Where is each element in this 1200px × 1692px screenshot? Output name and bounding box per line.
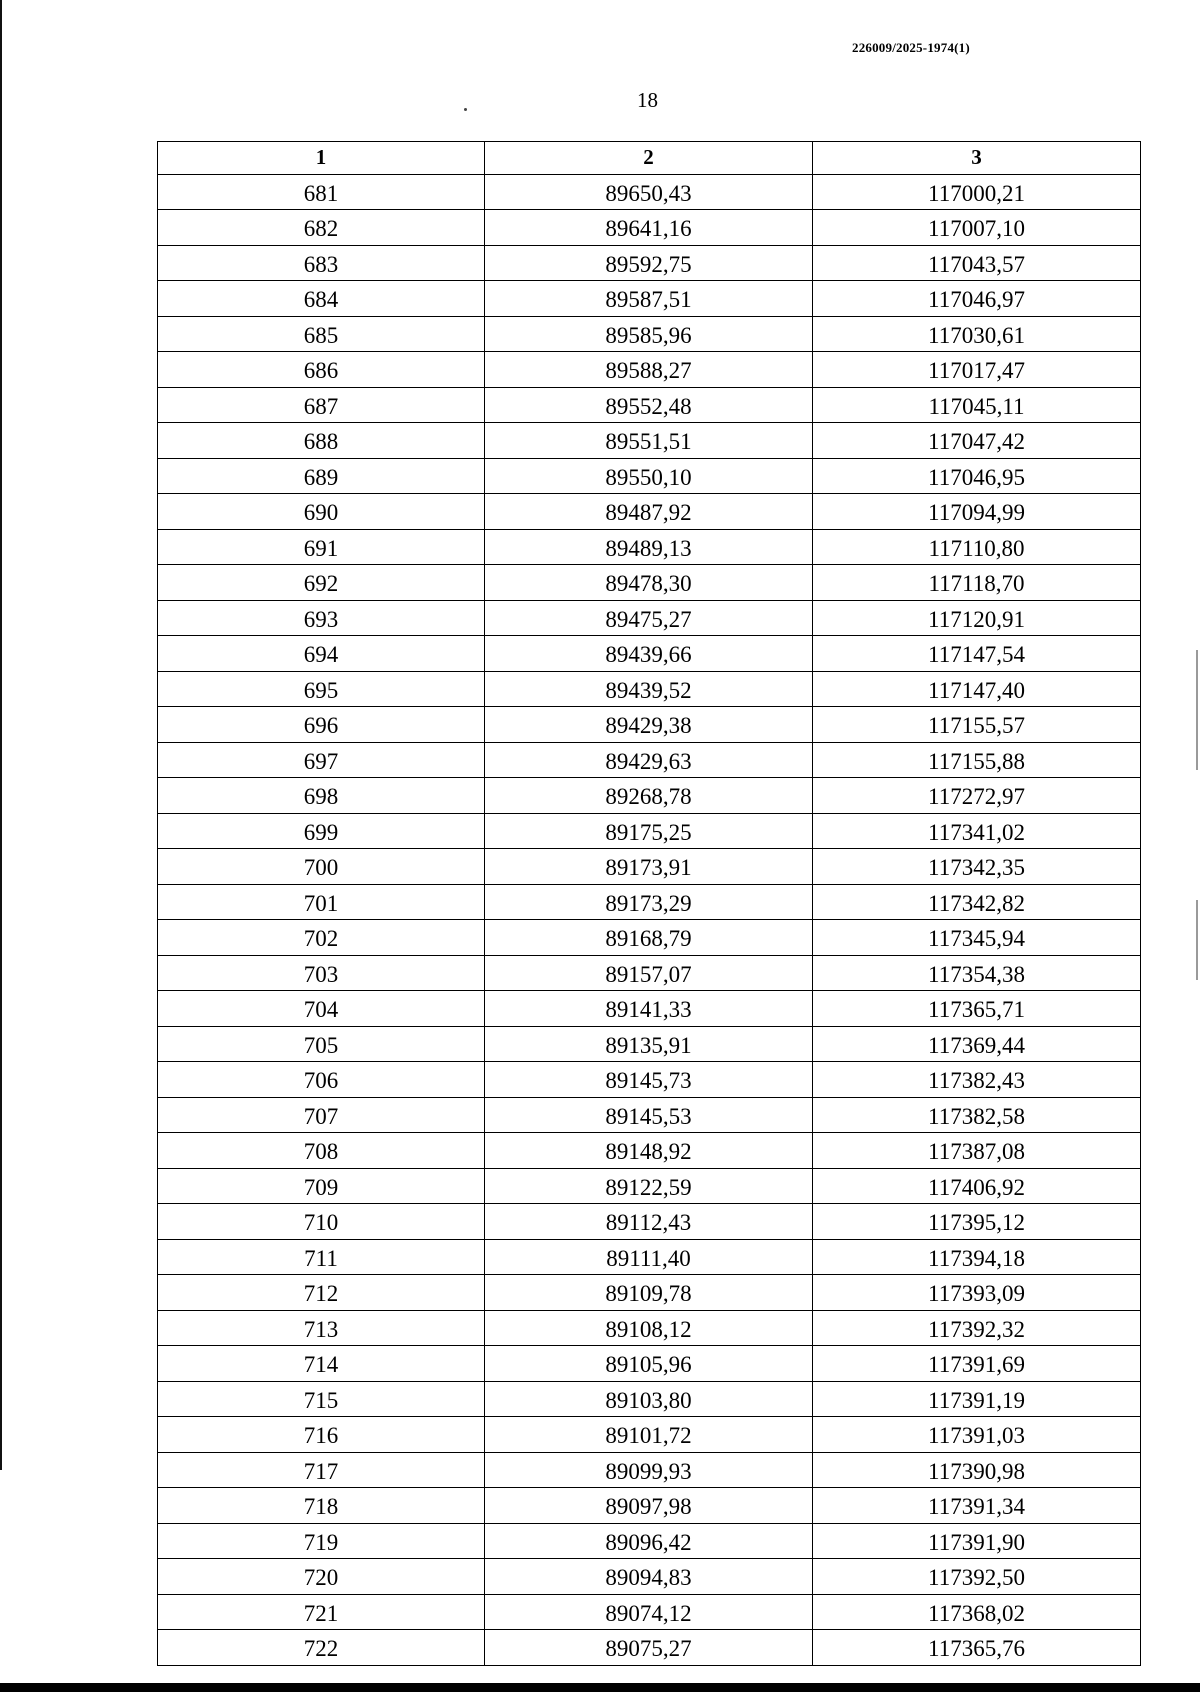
y-coordinate-cell: 117393,09 [813, 1275, 1141, 1311]
x-coordinate-cell: 89585,96 [485, 316, 813, 352]
table-row [158, 955, 1141, 991]
table-row [158, 352, 1141, 388]
table-row [158, 281, 1141, 317]
y-coordinate-cell: 117118,70 [813, 565, 1141, 601]
document-number: 226009/2025-1974(1) [852, 40, 970, 55]
point-number-cell: 694 [158, 636, 485, 672]
y-coordinate-cell: 117342,82 [813, 884, 1141, 920]
point-number-cell: 681 [158, 174, 485, 210]
point-number-cell: 702 [158, 920, 485, 956]
x-coordinate-cell: 89641,16 [485, 210, 813, 246]
y-coordinate-cell: 117147,54 [813, 636, 1141, 672]
y-coordinate-cell: 117155,57 [813, 707, 1141, 743]
x-coordinate-cell: 89439,66 [485, 636, 813, 672]
y-coordinate-cell: 117390,98 [813, 1452, 1141, 1488]
table-row [158, 458, 1141, 494]
scan-left-border [0, 0, 2, 1470]
y-coordinate-cell: 117046,97 [813, 281, 1141, 317]
x-coordinate-cell: 89173,91 [485, 849, 813, 885]
x-coordinate-cell: 89103,80 [485, 1381, 813, 1417]
point-number-cell: 709 [158, 1168, 485, 1204]
y-coordinate-cell: 117272,97 [813, 778, 1141, 814]
point-number-cell: 720 [158, 1559, 485, 1595]
table-row [158, 1204, 1141, 1240]
point-number-cell: 715 [158, 1381, 485, 1417]
table-body [158, 174, 1141, 1665]
table-row [158, 849, 1141, 885]
scan-mark [1196, 650, 1198, 770]
point-number-cell: 692 [158, 565, 485, 601]
y-coordinate-cell: 117030,61 [813, 316, 1141, 352]
y-coordinate-cell: 117382,58 [813, 1097, 1141, 1133]
point-number-cell: 688 [158, 423, 485, 459]
y-coordinate-cell: 117368,02 [813, 1594, 1141, 1630]
y-coordinate-cell: 117392,50 [813, 1559, 1141, 1595]
point-number-cell: 706 [158, 1062, 485, 1098]
table-row [158, 1630, 1141, 1666]
table-row [158, 1097, 1141, 1133]
table-row [158, 742, 1141, 778]
y-coordinate-cell: 117395,12 [813, 1204, 1141, 1240]
point-number-cell: 684 [158, 281, 485, 317]
y-coordinate-cell: 117391,34 [813, 1488, 1141, 1524]
scan-bottom-border [0, 1683, 1200, 1692]
y-coordinate-cell: 117392,32 [813, 1310, 1141, 1346]
y-coordinate-cell: 117017,47 [813, 352, 1141, 388]
x-coordinate-cell: 89111,40 [485, 1239, 813, 1275]
x-coordinate-cell: 89109,78 [485, 1275, 813, 1311]
point-number-cell: 718 [158, 1488, 485, 1524]
point-number-cell: 683 [158, 245, 485, 281]
y-coordinate-cell: 117365,71 [813, 991, 1141, 1027]
x-coordinate-cell: 89094,83 [485, 1559, 813, 1595]
y-coordinate-cell: 117000,21 [813, 174, 1141, 210]
x-coordinate-cell: 89122,59 [485, 1168, 813, 1204]
table-row [158, 1381, 1141, 1417]
point-number-cell: 691 [158, 529, 485, 565]
x-coordinate-cell: 89439,52 [485, 671, 813, 707]
table-row [158, 529, 1141, 565]
x-coordinate-cell: 89478,30 [485, 565, 813, 601]
table-row [158, 1310, 1141, 1346]
y-coordinate-cell: 117043,57 [813, 245, 1141, 281]
point-number-cell: 698 [158, 778, 485, 814]
table-row [158, 1239, 1141, 1275]
x-coordinate-cell: 89105,96 [485, 1346, 813, 1382]
table-row [158, 387, 1141, 423]
table-row [158, 1488, 1141, 1524]
point-number-cell: 722 [158, 1630, 485, 1666]
point-number-cell: 699 [158, 813, 485, 849]
y-coordinate-cell: 117345,94 [813, 920, 1141, 956]
table-row [158, 245, 1141, 281]
table-row [158, 316, 1141, 352]
table-row [158, 423, 1141, 459]
x-coordinate-cell: 89489,13 [485, 529, 813, 565]
point-number-cell: 682 [158, 210, 485, 246]
table-row [158, 1417, 1141, 1453]
y-coordinate-cell: 117045,11 [813, 387, 1141, 423]
x-coordinate-cell: 89097,98 [485, 1488, 813, 1524]
point-number-cell: 707 [158, 1097, 485, 1133]
point-number-cell: 710 [158, 1204, 485, 1240]
x-coordinate-cell: 89551,51 [485, 423, 813, 459]
y-coordinate-cell: 117047,42 [813, 423, 1141, 459]
x-coordinate-cell: 89173,29 [485, 884, 813, 920]
y-coordinate-cell: 117342,35 [813, 849, 1141, 885]
table-row [158, 778, 1141, 814]
y-coordinate-cell: 117394,18 [813, 1239, 1141, 1275]
point-number-cell: 721 [158, 1594, 485, 1630]
point-number-cell: 689 [158, 458, 485, 494]
column-header: 2 [485, 142, 813, 175]
point-number-cell: 708 [158, 1133, 485, 1169]
point-number-cell: 704 [158, 991, 485, 1027]
table-row [158, 813, 1141, 849]
y-coordinate-cell: 117391,03 [813, 1417, 1141, 1453]
y-coordinate-cell: 117341,02 [813, 813, 1141, 849]
x-coordinate-cell: 89552,48 [485, 387, 813, 423]
x-coordinate-cell: 89475,27 [485, 600, 813, 636]
point-number-cell: 695 [158, 671, 485, 707]
table-row [158, 1168, 1141, 1204]
x-coordinate-cell: 89157,07 [485, 955, 813, 991]
y-coordinate-cell: 117382,43 [813, 1062, 1141, 1098]
x-coordinate-cell: 89168,79 [485, 920, 813, 956]
x-coordinate-cell: 89592,75 [485, 245, 813, 281]
x-coordinate-cell: 89588,27 [485, 352, 813, 388]
x-coordinate-cell: 89099,93 [485, 1452, 813, 1488]
table-row [158, 1523, 1141, 1559]
table-header-row [158, 142, 1141, 175]
x-coordinate-cell: 89487,92 [485, 494, 813, 530]
y-coordinate-cell: 117354,38 [813, 955, 1141, 991]
y-coordinate-cell: 117110,80 [813, 529, 1141, 565]
point-number-cell: 693 [158, 600, 485, 636]
table-row [158, 1133, 1141, 1169]
point-number-cell: 717 [158, 1452, 485, 1488]
table-row [158, 1452, 1141, 1488]
x-coordinate-cell: 89096,42 [485, 1523, 813, 1559]
y-coordinate-cell: 117120,91 [813, 600, 1141, 636]
y-coordinate-cell: 117406,92 [813, 1168, 1141, 1204]
point-number-cell: 705 [158, 1026, 485, 1062]
y-coordinate-cell: 117147,40 [813, 671, 1141, 707]
x-coordinate-cell: 89074,12 [485, 1594, 813, 1630]
point-number-cell: 686 [158, 352, 485, 388]
table-row [158, 210, 1141, 246]
x-coordinate-cell: 89141,33 [485, 991, 813, 1027]
point-number-cell: 713 [158, 1310, 485, 1346]
table-row [158, 1062, 1141, 1098]
y-coordinate-cell: 117387,08 [813, 1133, 1141, 1169]
point-number-cell: 701 [158, 884, 485, 920]
x-coordinate-cell: 89650,43 [485, 174, 813, 210]
table-row [158, 1275, 1141, 1311]
point-number-cell: 711 [158, 1239, 485, 1275]
table-row [158, 1346, 1141, 1382]
y-coordinate-cell: 117007,10 [813, 210, 1141, 246]
x-coordinate-cell: 89550,10 [485, 458, 813, 494]
point-number-cell: 703 [158, 955, 485, 991]
table-row [158, 600, 1141, 636]
x-coordinate-cell: 89587,51 [485, 281, 813, 317]
point-number-cell: 719 [158, 1523, 485, 1559]
point-number-cell: 697 [158, 742, 485, 778]
table-row [158, 636, 1141, 672]
column-header: 1 [158, 142, 485, 175]
y-coordinate-cell: 117155,88 [813, 742, 1141, 778]
x-coordinate-cell: 89145,53 [485, 1097, 813, 1133]
table-row [158, 920, 1141, 956]
table-row [158, 1594, 1141, 1630]
scan-mark [1196, 900, 1198, 980]
x-coordinate-cell: 89108,12 [485, 1310, 813, 1346]
table-row [158, 671, 1141, 707]
point-number-cell: 690 [158, 494, 485, 530]
table-row [158, 1026, 1141, 1062]
point-number-cell: 716 [158, 1417, 485, 1453]
coordinates-table [157, 141, 1141, 1666]
x-coordinate-cell: 89135,91 [485, 1026, 813, 1062]
x-coordinate-cell: 89075,27 [485, 1630, 813, 1666]
y-coordinate-cell: 117369,44 [813, 1026, 1141, 1062]
x-coordinate-cell: 89429,38 [485, 707, 813, 743]
x-coordinate-cell: 89145,73 [485, 1062, 813, 1098]
table-row [158, 565, 1141, 601]
y-coordinate-cell: 117046,95 [813, 458, 1141, 494]
x-coordinate-cell: 89148,92 [485, 1133, 813, 1169]
y-coordinate-cell: 117094,99 [813, 494, 1141, 530]
point-number-cell: 700 [158, 849, 485, 885]
y-coordinate-cell: 117391,19 [813, 1381, 1141, 1417]
column-header: 3 [813, 142, 1141, 175]
table-row [158, 494, 1141, 530]
y-coordinate-cell: 117365,76 [813, 1630, 1141, 1666]
y-coordinate-cell: 117391,69 [813, 1346, 1141, 1382]
table-row [158, 1559, 1141, 1595]
table-row [158, 884, 1141, 920]
point-number-cell: 687 [158, 387, 485, 423]
x-coordinate-cell: 89112,43 [485, 1204, 813, 1240]
page-number: 18 [637, 88, 658, 112]
table-row [158, 707, 1141, 743]
y-coordinate-cell: 117391,90 [813, 1523, 1141, 1559]
point-number-cell: 712 [158, 1275, 485, 1311]
point-number-cell: 714 [158, 1346, 485, 1382]
x-coordinate-cell: 89175,25 [485, 813, 813, 849]
table-row [158, 174, 1141, 210]
point-number-cell: 696 [158, 707, 485, 743]
x-coordinate-cell: 89101,72 [485, 1417, 813, 1453]
point-number-cell: 685 [158, 316, 485, 352]
x-coordinate-cell: 89429,63 [485, 742, 813, 778]
table-row [158, 991, 1141, 1027]
x-coordinate-cell: 89268,78 [485, 778, 813, 814]
